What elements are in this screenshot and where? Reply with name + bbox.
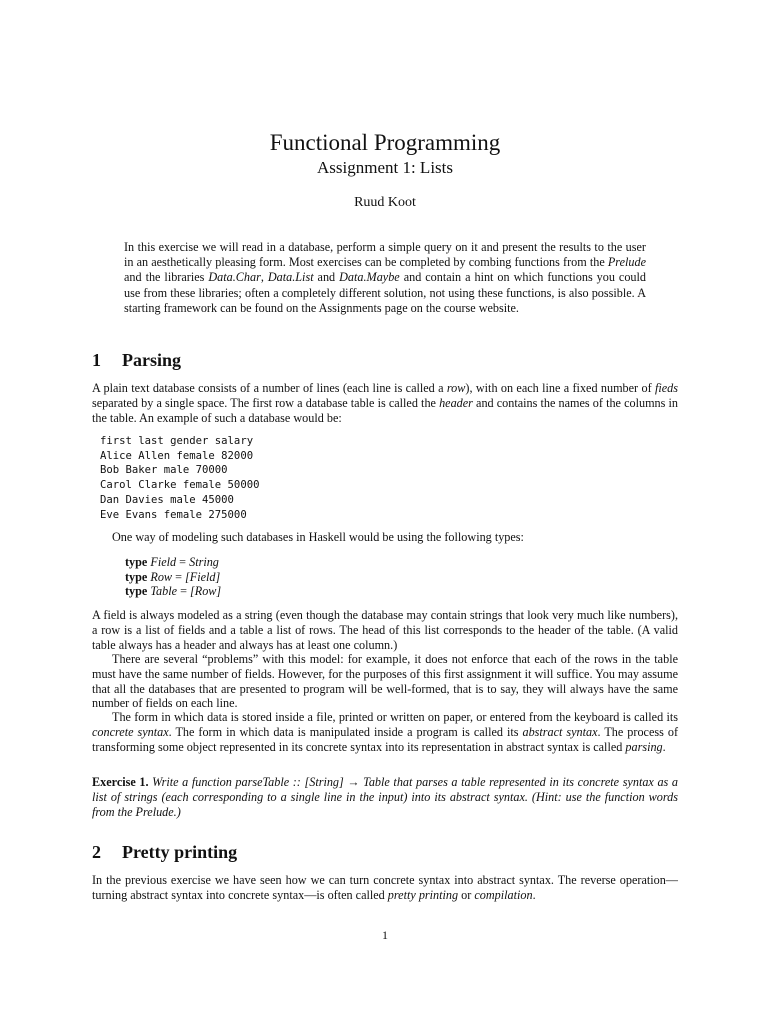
exercise-1 — [92, 775, 678, 819]
equals-sign: = — [172, 569, 186, 584]
pretty-printing-paragraph — [92, 873, 678, 903]
abstract — [124, 240, 646, 316]
section-heading-parsing — [92, 350, 181, 371]
paragraph-text: ), with on each line a fixed number of — [465, 381, 655, 395]
library-name: Data.Maybe — [339, 270, 400, 285]
paragraph-text: . The form in which data is manipulated inside a program is called its — [168, 724, 523, 739]
type-rhs: [Field] — [185, 569, 221, 584]
equals-sign: = — [177, 584, 191, 599]
problems-paragraph: There are several “problems” with this model: for example, it does not enforce that each of the rows in the table must have the same number of fields. However, for the purposes of this first assignment it will suffice. You may assume that all the databases that are presented to program will be well-formed, that is to say, they will always have the same number of fields on each line. — [92, 652, 678, 711]
paragraph-text: and contains the names of the columns in the table. An example of such a database would be: — [92, 395, 678, 425]
syntax-paragraph — [92, 710, 678, 754]
type-rhs: [Row] — [190, 584, 222, 599]
code-line: Eve Evans female 275000 — [100, 508, 247, 521]
term-parsing: parsing — [625, 739, 663, 754]
code-line: Alice Allen female 82000 — [100, 449, 254, 462]
parsing-intro-paragraph — [92, 381, 678, 425]
type-definition — [125, 584, 221, 599]
document-title: Functional Programming — [269, 130, 501, 155]
equals-sign: = — [176, 555, 190, 569]
modeling-paragraph: One way of modeling such databases in Haskell would be using the following types: — [112, 530, 524, 544]
keyword: type — [125, 555, 148, 569]
section-title: Parsing — [122, 350, 182, 370]
section-number: 1 — [92, 350, 101, 370]
library-name: Data.Char — [208, 270, 261, 285]
term-fields: fieds — [654, 381, 679, 395]
abstract-text: , — [260, 270, 268, 285]
term-concrete-syntax: concrete syntax — [92, 724, 169, 739]
paragraph-text: . — [532, 887, 536, 902]
exercise-label: Exercise 1. — [92, 775, 149, 789]
term-compilation: compilation — [474, 887, 533, 902]
abstract-text: In this exercise we will read in a database, perform a simple query on it and present the results to the user in an aesthetically pleasing form. Most exercises can be completed by combing functions from the — [124, 240, 646, 270]
library-name: Data.List — [267, 270, 314, 285]
abstract-text: and contain a hint on which functions you could use from these libraries; often a completely different solution, not using these functions, is also possible. A starting framework can be found on the Assignments page on the course website. — [124, 270, 647, 315]
abstract-text: and — [313, 270, 340, 285]
type-rhs: String — [189, 555, 219, 569]
field-paragraph: A field is always modeled as a string (even though the database may contain strings that look very much like numbers), a row is a list of fields and a table a list of rows. The head of this list corresponds to the header of the table. (A valid table always has a header and always has at least one column.) — [92, 608, 678, 652]
paragraph-text: . The process of transforming some object represented in its concrete syntax into its representation in abstract syntax is called — [92, 724, 678, 754]
paragraph-text: separated by a single space. The first row a database table is called the — [92, 395, 440, 410]
keyword: type — [125, 569, 148, 584]
code-line: Carol Clarke female 50000 — [100, 479, 260, 492]
term-row: row — [446, 381, 466, 395]
abstract-text: and the libraries — [124, 270, 209, 285]
type-definition — [125, 570, 221, 585]
paragraph-text: . — [662, 739, 666, 754]
document-author: Ruud Koot — [354, 195, 416, 210]
database-code-block — [100, 434, 259, 522]
section-title: Pretty printing — [122, 842, 238, 862]
type-definition — [125, 555, 221, 570]
page-number: 1 — [382, 928, 388, 942]
type-name: Row — [150, 569, 173, 584]
section-heading-pretty-printing — [92, 842, 237, 863]
paragraph-text: or — [458, 887, 475, 902]
paragraph-text: In the previous exercise we have seen how we can turn concrete syntax into abstract syntax. The reverse operation—turning abstract syntax into concrete syntax—is often called — [92, 873, 678, 902]
code-line: first last gender salary — [100, 435, 254, 447]
term-pretty-printing: pretty printing — [387, 887, 459, 902]
document-subtitle: Assignment 1: Lists — [316, 158, 453, 177]
type-name: Table — [150, 584, 178, 599]
exercise-text: Write a function parseTable :: [String] → Table that parses a table represented in its concrete syntax as a list of strings (each corresponding to a single line in the input) into its abstract syntax. (Hint: use the function words from the Prelude.) — [92, 775, 678, 819]
type-name: Field — [150, 555, 177, 569]
keyword: type — [125, 584, 148, 599]
code-line: Bob Baker male 70000 — [100, 464, 228, 477]
prelude-term: Prelude — [607, 255, 646, 270]
type-definitions — [125, 555, 221, 599]
paragraph-text: A plain text database consists of a number of lines (each line is called a — [92, 381, 447, 395]
term-abstract-syntax: abstract syntax — [522, 724, 598, 739]
section-number: 2 — [92, 842, 101, 862]
code-line: Dan Davies male 45000 — [100, 493, 234, 506]
paragraph-text: The form in which data is stored inside a file, printed or written on paper, or entered from the keyboard is called its — [112, 710, 678, 724]
term-header: header — [439, 395, 473, 410]
